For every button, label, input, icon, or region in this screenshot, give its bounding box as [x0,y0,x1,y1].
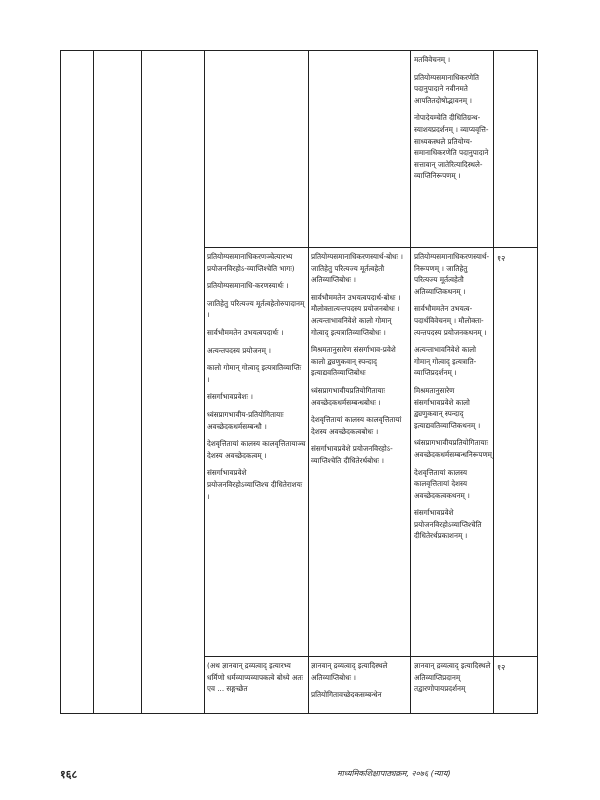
col-line-1 [93,50,94,714]
learning-item: संसर्गाभावप्रवेशे प्रयोजनविरहोऽ-व्याप्तिश्चेति दीधितेरर्थबोधः । [311,444,393,465]
running-title: माध्यमिकशिक्षापाठ्यक्रम, २०७६ (न्याय) [337,769,451,778]
row3-learning-cell [311,660,409,707]
row2-objectives-cell [414,251,492,548]
content-item: अत्यन्तपदस्य प्रयोजनम् । [207,345,271,355]
objective-item: ध्वंसप्रागभावीयप्रतियोगितायाः अवच्छेदकधर्मसम्बन्धनिरूपणम् [414,438,492,459]
content-item: देशवृत्तितायां कालस्य कालवृत्तितायाञ्च देशस्य अवच्छेदकत्वम् । [207,439,306,460]
content-item: संसर्गाभावप्रवेशे प्रयोजनविरहोऽव्याप्तिश्च दीधितेराशयः । [207,468,303,501]
learning-item: ज्ञानवान् द्रव्यत्वाद् इत्यादिस्थले अतिव्याप्तिबोधः । [311,661,388,682]
objective-item: प्रतियोग्यसमानाधिकरणस्यार्थ-निरूपणम् । जातिहेतु परित्यज्य मूर्तत्वहेतौ अतिव्याप्तिकथनम् । [414,252,490,296]
col-line-5 [410,50,411,714]
learning-item: देशवृत्तितायां कालस्य कालवृत्तितायां देशस्य अवच्छेदकत्वबोधः । [311,415,402,436]
page-number: १६८ [60,768,78,781]
row2-hours: १२ [497,254,506,263]
row3-hours: १२ [497,663,506,672]
col-line-6 [493,50,494,714]
objective-item: मिश्रमतानुसारेण संसर्गाभावप्रवेशे कालो द्व्यणुकवान् स्पन्दाद् इत्याद्यवतिव्याप्तिकथनम् । [414,385,481,430]
table-border-bottom [60,713,538,714]
objective-item: प्रतियोग्यसमानाधिकरणेति पदानुपादाने नवीनमते आपतितदोषोद्भावनम् । [414,72,480,105]
content-item: जातिहेतु परित्यज्य मूर्तत्वहेतोरुपादानम् । [207,298,305,320]
objective-item: सार्वभौममतेन उभयत्व-पदार्थविवेचनम् । मौलोक्ता-त्यन्तपदस्य प्रयोजनकथनम् । [414,304,487,337]
objective-item: नोपादेयम्चेति दीधितिग्रन्थ-स्याशयप्रदर्शनम् । व्याप्यवृत्ति-साध्यकस्थले प्रतियोग्य-समानाधिकरणेति पदानुपादाने सत्तावान् जातेरित्यादिस्थले-व्याप्तिनिरूपणम् । [414,113,489,181]
learning-item: ध्वंसप्रागभावीयप्रतियोगितायाः अवच्छेदकधर्मसम्बन्धबोधः । [311,385,385,407]
col-line-2 [141,50,142,714]
content-item: सार्वभौममतेन उभयत्वपदार्थः । [207,327,284,337]
content-item: संसर्गाभावप्रवेशः । [207,392,253,402]
content-item: प्रतियोग्यसमानाधिकरणञ्चेत्यारभ्य प्रयोजनविरहोऽ-व्याप्तिश्चेति भागः) [207,252,295,273]
learning-item: मिश्रमतानुसारेण संसर्गाभाव-प्रवेशे कालो द्व्यणुकवान् स्पन्दाद् इत्याद्यवतिव्याप्तिबोधः [311,345,396,378]
row2-content-cell [207,251,306,508]
row3-objectives-cell [414,660,492,701]
row-separator-2 [204,656,538,657]
objective-item: ज्ञानवान् द्रव्यत्वाद् इत्यादिस्थले अतिव्याप्तिप्रदानम् तद्वारणोपायप्रदर्शनम् [414,661,491,694]
col-line-7 [537,50,538,714]
content-item: कालो गोमान् गोत्वाद् इत्यत्रातिव्याप्तिः । [207,363,302,384]
learning-item: प्रतियोगितावच्छेदकसम्बन्धेन [311,690,382,700]
objective-item: मतविवेचनम् । [414,55,451,64]
row-separator-1 [204,247,538,248]
col-line-4 [308,50,309,714]
row1-objectives-cell [414,54,492,188]
objective-item: देशवृत्तितायां कालस्य कालवृत्तितायां देशस्य अवच्छेदकत्वकथनम् । [414,467,470,500]
content-item: प्रतियोग्यसमानाधि-करणस्यार्थः । [207,281,289,291]
col-line-0 [60,50,61,714]
content-item: (अथ ज्ञानवान् द्रव्यत्वाद् इत्यारभ्य धर्मिणो धर्मव्याप्यव्यापकत्वे बोध्ये अतः एव ... सङ्गच्छेत [207,661,303,694]
learning-item: सार्वभौममतेन उभयत्वपदार्थ-बोधः । मौलोक्तात्यन्तपदस्य प्रयोजनबोधः । अत्यन्ताभावनिवेशे कालो गोमान् गोत्वाद् इत्यत्रातिव्याप्तिबोधः । [311,292,401,337]
content-item: ध्वंसप्रागभावीय-प्रतियोगितायाः अवच्छेदकधर्मसम्बन्धौ । [207,409,284,431]
learning-item: प्रतियोग्यसमानाधिकरणस्यार्थ-बोधः । जातिहेतु परित्यज्य मूर्तत्वहेतौ अतिव्याप्तिबोधः । [311,252,403,285]
objective-item: संसर्गाभावप्रवेशे प्रयोजनविरहोऽव्याप्तिश्चेति दीधितेरर्थप्रकाशनम् । [414,508,482,541]
row3-content-cell [207,660,306,701]
row2-learning-cell [311,251,409,473]
objective-item: अत्यन्ताभावनिवेशे कालो गोमान् गोत्वाद् इत्यत्राति-व्याप्तिप्रदर्शनम् । [414,345,477,378]
table-border-top [60,50,538,51]
col-line-3 [204,50,205,714]
